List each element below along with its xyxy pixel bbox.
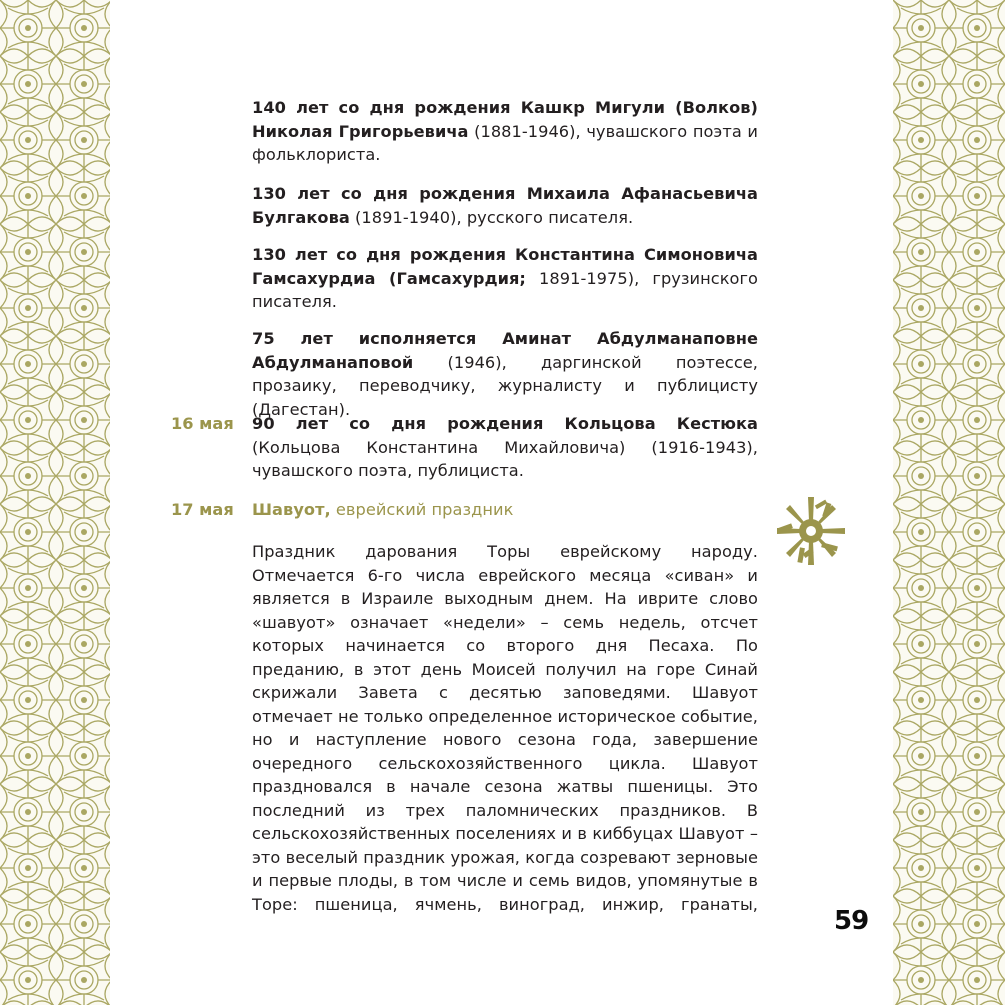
- shavuot-body-text: Праздник дарования Торы еврейскому народу. Отмечается 6-го числа еврейского месяца «сиван» и является в Израиле выходным днем. На иврите слово «шавуот» означает «недели» – семь недель, отсчет которых начинается со второго дня Песаха. По преданию, в этот день Моисей получил на горе Синай скрижали Завета с десятью заповедями. Шавуот отмечает не только определенное историческое событие, но и наступление нового сезона года, завершение очередного сельскохозяйственного цикла. Шавуот праздновался в начале сезона жатвы пшеницы. Это последний из трех паломнических праздников. В сельскохозяйственных поселениях и в киббуцах Шавуот – это веселый праздник урожая, когда созревают зерновые и первые плоды, в том числе и семь видов, упомянутые в Торе: пшеница, ячмень, виноград, инжир, гранаты,: [252, 542, 758, 914]
- entry-paragraph: [252, 96, 758, 167]
- date-label-16-may: 16 мая: [171, 414, 234, 433]
- entry-heading: Шавуот,: [252, 500, 331, 519]
- entry-details: (1881-1946), чувашского поэта и фольклориста.: [252, 121, 758, 164]
- entry-heading: 130 лет со дня рождения Константина Симоновича Гамсахурдиа (Гамсахурдия;: [252, 245, 758, 288]
- left-ornament-border: [0, 0, 110, 1005]
- entry-bulgakov: [252, 182, 758, 229]
- entry-paragraph: [252, 243, 758, 314]
- entry-shavuot-heading: [252, 498, 758, 522]
- entry-details: еврейский праздник: [330, 500, 514, 519]
- date-label-17-may: 17 мая: [171, 500, 234, 519]
- entry-paragraph: [252, 498, 758, 522]
- holiday-emblem-icon: [774, 494, 848, 568]
- entry-paragraph: [252, 412, 758, 483]
- entry-kashkr-miguli: [252, 96, 758, 167]
- entry-details: (1891-1940), русского писателя.: [349, 207, 634, 227]
- entry-details: (1946), даргинской поэтессе, прозаику, переводчику, журналисту и публицисту (Дагестан).: [252, 352, 758, 419]
- entry-heading: 130 лет со дня рождения Михаила Афанасьевича Булгакова: [252, 184, 758, 227]
- entry-heading: 90 лет со дня рождения Кольцова Кестюка: [252, 414, 758, 433]
- entry-heading: 75 лет исполняется Аминат Абдулманаповне Абдулманаповой: [252, 329, 758, 372]
- page-number: 59: [834, 906, 869, 936]
- entry-details: 1891-1975), грузинского писателя.: [252, 268, 759, 311]
- entry-abdulmanapova: [252, 327, 758, 421]
- entry-paragraph: [252, 327, 758, 421]
- right-ornament-border: [893, 0, 1005, 1005]
- entry-gamsakhurdia: [252, 243, 758, 314]
- entry-koltsov-kestyuk: [252, 412, 758, 483]
- entry-heading: 140 лет со дня рождения Кашкр Мигули (Волков) Николая Григорьевича: [252, 98, 758, 141]
- entry-details: (Кольцова Константина Михайловича) (1916-1943), чувашского поэта, публициста.: [252, 437, 758, 480]
- entry-paragraph: [252, 182, 758, 229]
- shavuot-description: [252, 540, 758, 916]
- ornament-pattern-left: [0, 0, 110, 1005]
- ornament-pattern-right: [893, 0, 1005, 1005]
